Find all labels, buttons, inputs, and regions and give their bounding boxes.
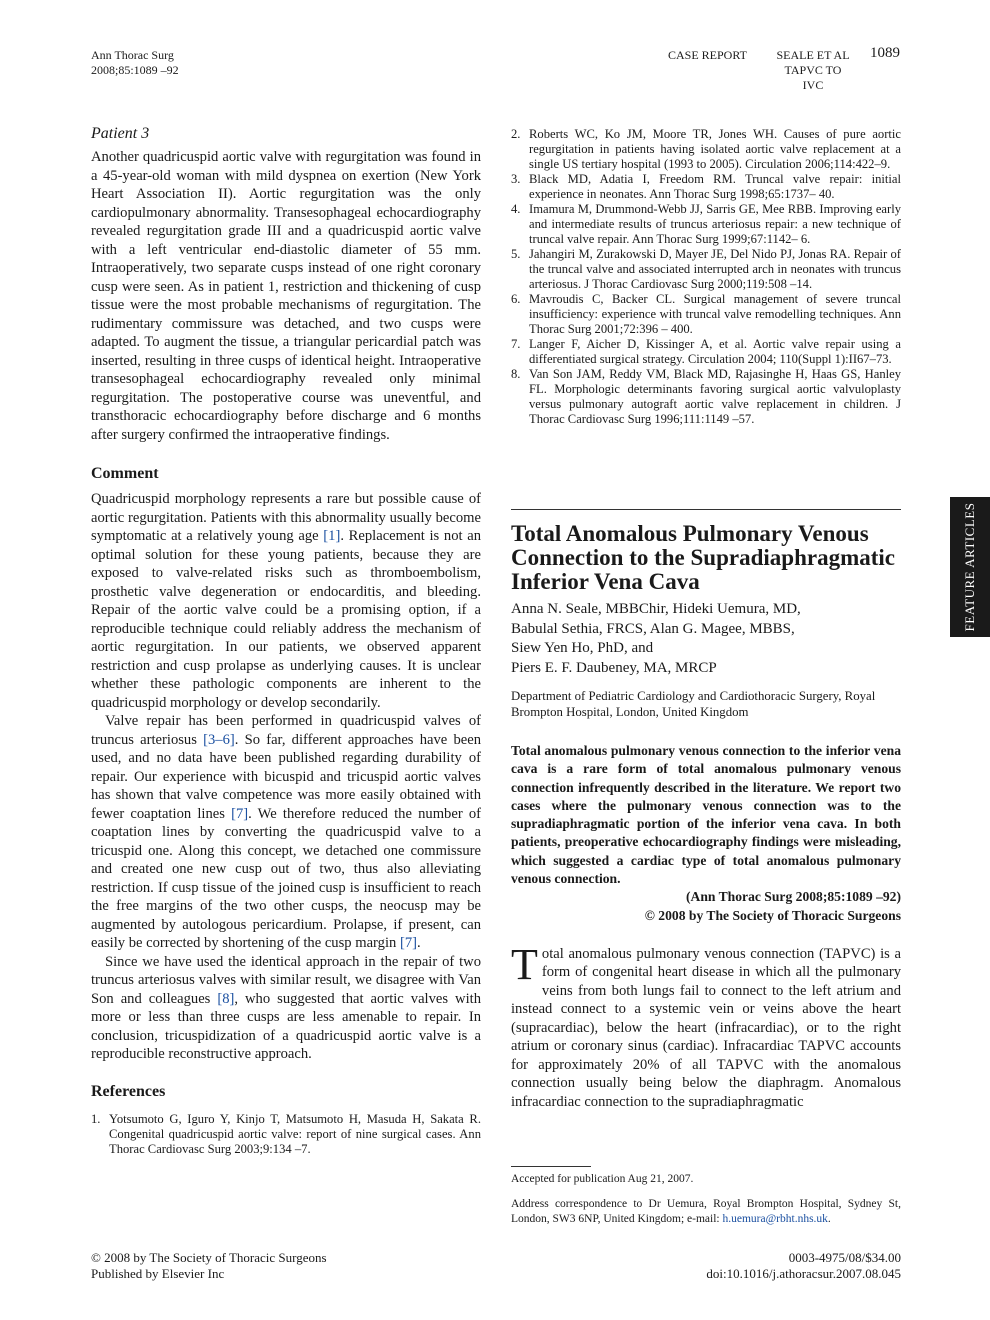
accepted-date: Accepted for publication Aug 21, 2007. (511, 1173, 694, 1185)
references-heading: References (91, 1082, 166, 1100)
reference-item: 4. Imamura M, Drummond-Webb JJ, Sarris GE, Mee RBB. Improving early and intermediate results of truncus arteriosus repair: a new technique of truncal valve repair. Ann Thorac Surg 1999;67:1142– 6. (511, 202, 901, 246)
footer-publisher: Published by Elsevier Inc (91, 1266, 225, 1281)
reference-item: 8. Van Son JAM, Reddy VM, Black MD, Rajasinghe H, Haas GS, Hanley FL. Morphologic determinants favoring surgical aortic valvuloplasty versus pulmonary autograft aortic valve replacement in children. J Thorac Cardiovasc Surg 1996;111:1149 –57. (511, 367, 901, 426)
comment-paragraph-1: Quadricuspid morphology represents a rare but possible cause of aortic regurgitation. Patients with this abnormality usually become symptomatic at a relatively young age [1]. Replacement is not an optimal solution for these young patients, because they are exposed to valve-related risks such as thromboembolism, prosthetic valve degeneration or endocarditis, and bleeding. Repair of the aortic valve could be a promising option, if a reproducible technique could reliably address the mechanism of aortic regurgitation. In our patients, we observed apparent restriction and cusp prolapse as underlying causes. It is unclear whether these pathologic components are inherent to the quadricuspid morphology or develop secondarily. (91, 491, 482, 711)
section-label: CASE REPORT (668, 48, 747, 62)
affiliation: Department of Pediatric Cardiology and Cardiothoracic Surgery, Royal Brompton Hospital, London, United Kingdom (511, 689, 876, 719)
reference-list-right (511, 127, 901, 427)
reference-link-7b[interactable]: [7] (399, 935, 417, 951)
article-block (511, 522, 901, 1111)
footnotes (511, 1172, 901, 1227)
article-divider (511, 509, 901, 510)
comment-paragraph-3: Since we have used the identical approach in the repair of two truncus arteriosus valves with similar result, we disagree with Van Son and colleagues [8], who suggested that aortic valves with more or less than three cusps are less amenable to repair. In conclusion, tricuspidization of a quadricuspid aortic valve is a reproducible reconstructive approach. (91, 953, 481, 1062)
page-number: 1089 (870, 45, 900, 61)
authors-short: SEALE ET AL (776, 48, 850, 62)
reference-item: 5. Jahangiri M, Zurakowski D, Mayer JE, Del Nido PJ, Jonas RA. Repair of the truncal valve and associated interrupted arch in neonates with truncus arteriosus. J Thorac Cardiovasc Surg 2000;119:508 –14. (511, 247, 901, 291)
reference-item: 6. Mavroudis C, Backer CL. Surgical management of severe truncal insufficiency: experience with truncal valve remodelling techniques. Ann Thorac Surg 2001;72:396 – 400. (511, 292, 901, 336)
abstract: Total anomalous pulmonary venous connection to the inferior vena cava is a rare form of total anomalous pulmonary venous connection infrequently described in the literature. We report two cases where the pulmonary venous connection was to the supradiaphragmatic portion of the inferior vena cava. In both patients, preoperative echocardiography findings were misleading, which suggested a cardiac type of total anomalous pulmonary venous connection. (511, 743, 901, 887)
footnote-divider (511, 1166, 591, 1167)
article-title: Total Anomalous Pulmonary Venous Connection to the Supradiaphragmatic Inferior Vena Cava (511, 521, 895, 594)
reference-item: 2. Roberts WC, Ko JM, Moore TR, Jones WH. Causes of pure aortic regurgitation in patients having isolated aortic valve replacement at a single US tertiary hospital (1993 to 2005). Circulation 2006;114:422–9. (511, 127, 901, 171)
reference-link-7[interactable]: [7] (231, 805, 249, 822)
running-header-right (774, 48, 852, 93)
article-authors: Anna N. Seale, MBBChir, Hideki Uemura, MD, Babulal Sethia, FRCS, Alan G. Magee, MBBS, Siew Yen Ho, PhD, and Piers E. F. Daubeney, MA, MRCP (511, 601, 801, 676)
topic-short: TAPVC TO IVC (784, 63, 842, 92)
reference-link-1[interactable]: [1] (323, 528, 341, 544)
footer-left (91, 1250, 327, 1282)
drop-cap: T (511, 939, 538, 989)
footer-copyright: © 2008 by The Society of Thoracic Surgeons (91, 1250, 327, 1265)
reference-list-left (91, 1112, 481, 1157)
reference-link-8[interactable]: [8] (217, 990, 235, 1007)
reference-item: 7. Langer F, Aicher D, Kissinger A, et al. Aortic valve repair using a differentiated surgical strategy. Circulation 2004; 110(Suppl 1):II67–73. (511, 337, 901, 366)
journal-name: Ann Thorac Surg (91, 48, 174, 62)
comment-paragraph-2: Valve repair has been performed in quadricuspid valves of truncus arteriosus [3–6]. So far, different approaches have been used, and no data have been published regarding durability of repair. Our experience with bicuspid and tricuspid aortic valves has shown that valve competence was more easily obtained with fewer coaptation lines [7]. We therefore reduced the number of coaptation lines by converting the quadricuspid valve to a tricuspid one. Along this concept, we detached one commissure and created one new cusp out of two, thus also alleviating restriction. If cusp tissue of the joined cusp is insufficient to reach the free margins of the two other cusps, the neocusp may be augmented by autologous pericardium. Prolapse, if present, can easily be corrected by shortening of the cusp margin [7]. (91, 713, 481, 951)
citation: (Ann Thorac Surg 2008;85:1089 –92) (686, 889, 901, 905)
patient-paragraph: Another quadricuspid aortic valve with regurgitation was found in a 45-year-old woman with mild dyspnea on exertion (New York Heart Association II). Aortic regurgitation was the only cardiopulmonary abnormality. Transesophageal echocardiography revealed regurgitation grade III and a quadricuspid aortic valve with a left ventricular end-diastolic diameter of 55 mm. Intraoperatively, two separate cusps instead of one right coronary cusp were seen. As in patient 1, restriction and thickening of cusp tissue were the most probable mechanisms of regurgitation. The rudimentary commissure was detached, and two cusps were adapted. To augment the tissue, a triangular pericardial patch was inserted, resulting in three cusps of identical height. Intraoperative transesophageal echocardiography revealed only minimal regurgitation. The postoperative course was uneventful, and transthoracic echocardiography before discharge and 6 months after surgery confirmed the intraoperative findings. (91, 149, 481, 443)
reference-item: 3. Black MD, Adatia I, Freedom RM. Truncal valve repair: initial experience in neonates. Ann Thorac Surg 1998;65:1737– 40. (511, 172, 901, 201)
introduction-paragraph: Total anomalous pulmonary venous connection (TAPVC) is a form of congenital heart disease in which all the pulmonary veins from both lungs fail to connect to the left atrium and instead connect to a systemic vein or veins above the heart (supracardiac), below the heart (infracardiac), or to the right atrium or coronary sinus (cardiac). Infracardiac TAPVC accounts for approximately 20% of all TAPVC with the anomalous connection usually being below the diaphragm. Anomalous infracardiac connection to the supradiaphragmatic (511, 939, 901, 1110)
reference-item: 1. Yotsumoto G, Iguro Y, Kinjo T, Matsumoto H, Masuda H, Sakata R. Congenital quadricuspid aortic valve: report of nine surgical cases. Ann Thorac Cardiovasc Surg 2003;9:134 –7. (91, 1111, 481, 1156)
reference-link-3-6[interactable]: [3–6] (203, 731, 235, 748)
issn: 0003-4975/08/$34.00 (788, 1250, 901, 1265)
footer-right (611, 1250, 901, 1282)
email-link[interactable]: h.uemura@rbht.nhs.uk (722, 1213, 828, 1225)
left-column (91, 124, 481, 1157)
doi: doi:10.1016/j.athoracsur.2007.08.045 (706, 1266, 901, 1281)
journal-volume: 2008;85:1089 –92 (91, 63, 179, 77)
running-header-left (91, 48, 179, 78)
comment-heading: Comment (91, 465, 159, 482)
feature-articles-label: FEATURE ARTICLES (962, 502, 977, 632)
correspondence: Address correspondence to Dr Uemura, Royal Brompton Hospital, Sydney St, London, SW3 6NP, United Kingdom; e-mail: h.uemura@rbht.nhs.uk. (511, 1198, 901, 1225)
patient-heading: Patient 3 (91, 125, 150, 142)
copyright-notice: © 2008 by The Society of Thoracic Surgeons (644, 907, 901, 923)
feature-articles-tab (950, 497, 990, 637)
